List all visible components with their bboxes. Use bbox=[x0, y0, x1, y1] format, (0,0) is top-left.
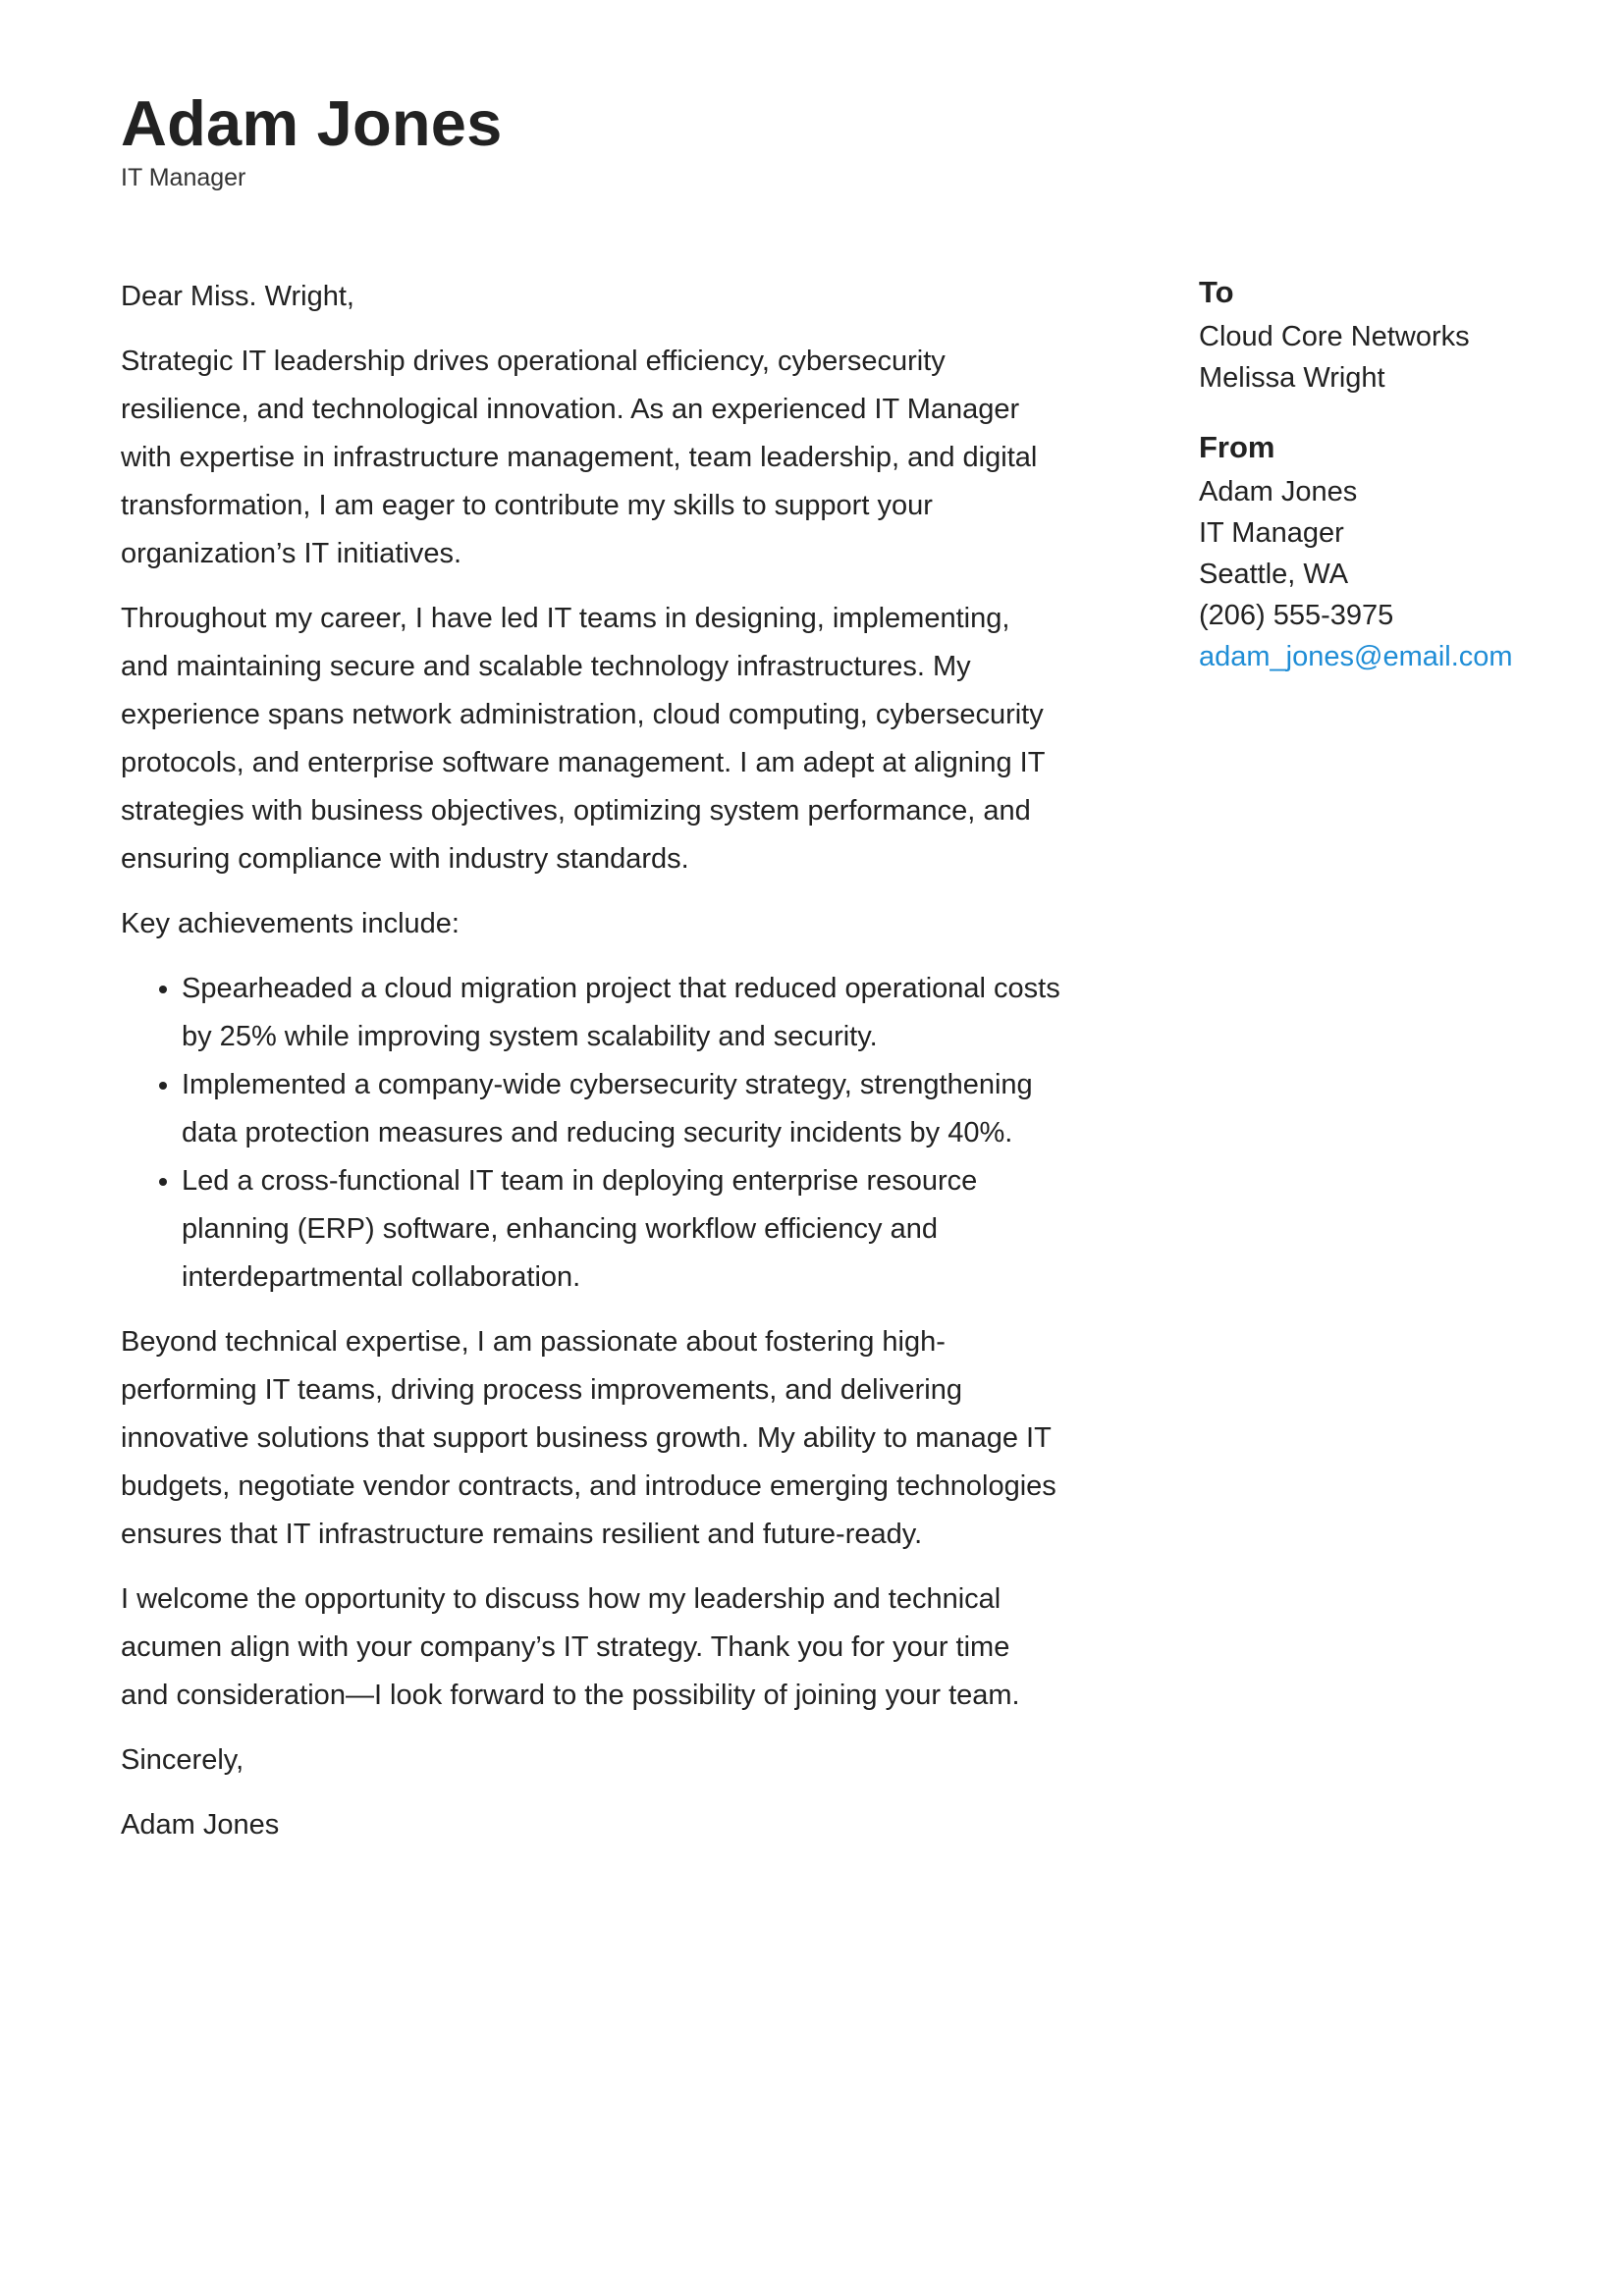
contact-sidebar bbox=[1199, 271, 1592, 705]
paragraph-closing: I welcome the opportunity to discuss how my leadership and technical acumen align with your company’s IT strategy. Thank you for your time and consideration—I look forward to the possibility of joining your team. bbox=[121, 1583, 1020, 1711]
paragraph-expertise: Beyond technical expertise, I am passionate about fostering high-performing IT teams, driving process improvements, and delivering innovative solutions that support business growth. My ability to manage IT budgets, negotiate vendor contracts, and introduce emerging technologies ensures that IT infrastructure remains resilient and future-ready. bbox=[121, 1326, 1056, 1550]
achievements-list bbox=[121, 965, 1063, 1302]
sender-name-heading: Adam Jones bbox=[121, 87, 503, 159]
letter-header bbox=[121, 86, 503, 194]
sender-location: Seattle, WA bbox=[1199, 559, 1349, 590]
sender-name: Adam Jones bbox=[1199, 476, 1358, 507]
to-heading: To bbox=[1199, 275, 1234, 309]
sender-email-link[interactable]: adam_jones@email.com bbox=[1199, 641, 1513, 672]
sender-block bbox=[1199, 426, 1592, 677]
sender-job-title: IT Manager bbox=[121, 164, 246, 191]
signature: Adam Jones bbox=[121, 1809, 280, 1841]
achievements-intro: Key achievements include: bbox=[121, 908, 460, 939]
recipient-block bbox=[1199, 271, 1592, 399]
achievement-item: • Implemented a company-wide cybersecurity strategy, strengthening data protection measures and reducing security incidents by 40%. bbox=[182, 1061, 1063, 1157]
paragraph-experience: Throughout my career, I have led IT teams in designing, implementing, and maintaining secure and scalable technology infrastructures. My experience spans network administration, cloud computing, cybersecurity protocols, and enterprise software management. I am adept at aligning IT strategies with business objectives, optimizing system performance, and ensuring compliance with industry standards. bbox=[121, 603, 1045, 875]
letter-body bbox=[121, 273, 1063, 1866]
signoff: Sincerely, bbox=[121, 1744, 244, 1776]
achievement-item: • Spearheaded a cloud migration project that reduced operational costs by 25% while improving system scalability and security. bbox=[182, 965, 1063, 1061]
paragraph-intro: Strategic IT leadership drives operational efficiency, cybersecurity resilience, and technological innovation. As an experienced IT Manager with expertise in infrastructure management, team leadership, and digital transformation, I am eager to contribute my skills to support your organization’s IT initiatives. bbox=[121, 346, 1038, 569]
sender-title: IT Manager bbox=[1199, 517, 1344, 549]
sender-email-line bbox=[1199, 636, 1592, 677]
recipient-company: Cloud Core Networks bbox=[1199, 321, 1470, 352]
from-heading: From bbox=[1199, 430, 1275, 464]
salutation: Dear Miss. Wright, bbox=[121, 281, 354, 312]
achievement-item: • Led a cross-functional IT team in deploying enterprise resource planning (ERP) software, enhancing workflow efficiency and interdepartmental collaboration. bbox=[182, 1157, 1063, 1302]
recipient-name: Melissa Wright bbox=[1199, 362, 1385, 394]
sender-phone: (206) 555-3975 bbox=[1199, 600, 1394, 631]
